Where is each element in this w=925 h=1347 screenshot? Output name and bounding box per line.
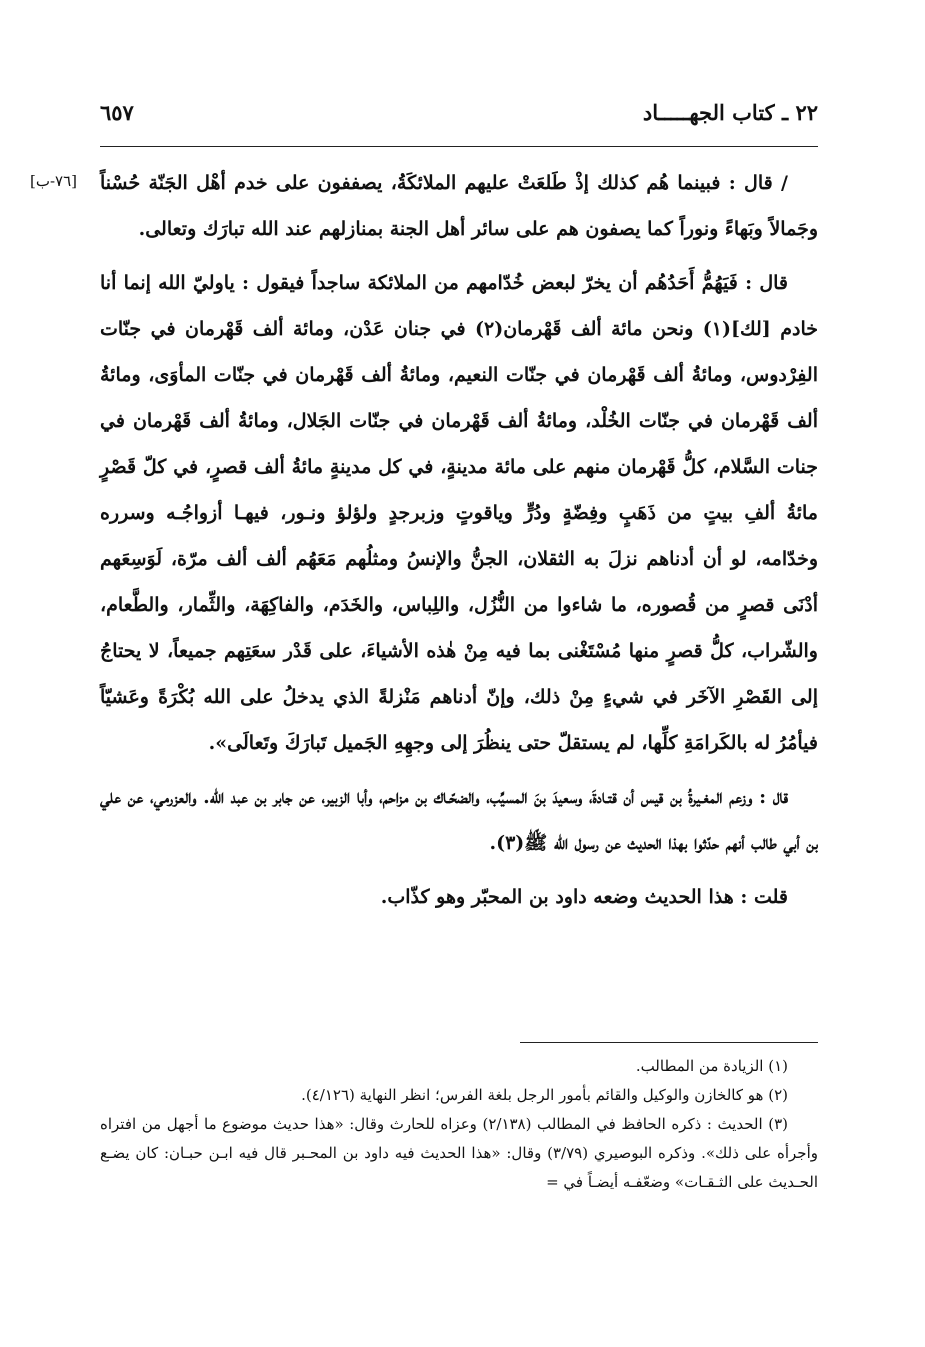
main-text [100, 160, 818, 928]
running-title: ٢٢ ـ كتاب الجهـــــاد [642, 100, 818, 125]
footnote-rule [520, 1042, 818, 1043]
footnote-1: (١) الزيادة من المطالب. [635, 1057, 788, 1075]
margin-reference: [٧٦-ب] [30, 172, 78, 190]
header-rule [100, 146, 818, 147]
page-number: ٦٥٧ [100, 100, 134, 125]
paragraph-1: / قال : فبينما هُم كذلك إذْ طَلعَتْ عليهم الملائكَةُ، يصففون على خدم أهْل الجَنّة حُسْناً وجَمالاً وبَهاءً ونوراً كما يصفون هم على سائر أهل الجنة بمنازلهم عند الله تبارَك وتعالى. [100, 172, 818, 240]
footnote-3: (٣) الحديث : ذكره الحافظ في المطالب (٢/١٣٨) وعزاه للحارث وقال: «هذا حديث موضوع ما أجهل من افتراه وأجرأه على ذلك». وذكره البوصيري (٣/٧٩) وقال: «هذا الحديث فيه داود بن المحـبر قال فيه ابـن حبـان: كان يضـع الحـديث على الثـقـات» وضعّفـه أيضـاً في = [100, 1115, 818, 1191]
paragraph-2: قال : فَيَهُمُّ أَحَدُهُم أن يخرّ لبعض خُدّامهم من الملائكة ساجداً فيقول : ياوليّ الله إنما أنا خادم [لك](١) ونحن مائة ألف قَهْرمان(٢) في جنان عَدْن، ومائة ألف قَهْرمان في جنّات الفِرْدوس، ومائةُ ألف قَهْرمان في جنّات النعيم، ومائةُ ألف قَهْرمان في جنّات المأوَى، ومائةُ ألف قَهْرمان في جنّات الخُلْد، ومائةُ ألف قَهْرمان في جنّات الجَلال، ومائةُ ألف قَهْرمان في جنات السَّلام، كلُّ قَهْرمان منهم على مائة مدينةٍ، في كل مدينةٍ مائةُ ألف قصرٍ، في كلّ قَصْرٍ مائةُ ألفِ بيتٍ من ذَهَبٍ وفِضّةٍ ودُرٍّ وياقوتٍ وزبرجدٍ ولؤلؤ ونـور، فيهـا أزواجُـه وسرره وخدّامه، لو أن أدناهم نزلَ به الثقلان، الجنُّ والإنسُ ومثلُهم مَعَهُم ألف ألف مرّة، لَوَسِعَهم أدْنَى قصرٍ من قُصوره، ما شاءوا من النُّزُل، واللِباس، والخَدَم، والفاكِهَة، والثِّمار، والطَّعام، والشّراب، كلُّ قصرٍ منها مُسْتَغْنى بما فيه مِنْ هٰذه الأشياءَ، على قَدْر سعَتِهم جميعاً، لا يحتاجُ إلى القَصْرِ الآخَر في شيءٍ مِنْ ذلك، وإنّ أدناهم مَنْزلةً الذي يدخلُ على الله بُكْرَةً وعَشيّاً فيأمُرُ له بالكَرامَةِ كلِّها، لم يستقلّ حتى ينظُرَ إلى وجهِهِ الجَميل تَبارَكَ وتَعالَى». [100, 272, 818, 754]
paragraph-3: قال : وزعم المغـيرةُ بن قيس أن قتـادةَ، وسعيدَ بنَ المسيِّب، والضحّـاك بن مزاحم، وأبا الزبير، عن جابر بن عبد الله. والعزرمي، عن علي بن أبي طالب أنهم حدّثوا بهذا الحديث عن رسول الله ﷺ(٣). [100, 786, 818, 854]
footnote-2: (٢) هو كالخازن والوكيل والقائم بأمور الرجل بلغة الفرس؛ انظر النهاية (٤/١٢٦). [301, 1086, 788, 1104]
paragraph-4: قلت : هذا الحديث وضعه داود بن المحبّر وهو كذّاب. [380, 886, 788, 908]
footnotes [100, 1052, 818, 1197]
page-header [100, 96, 818, 136]
